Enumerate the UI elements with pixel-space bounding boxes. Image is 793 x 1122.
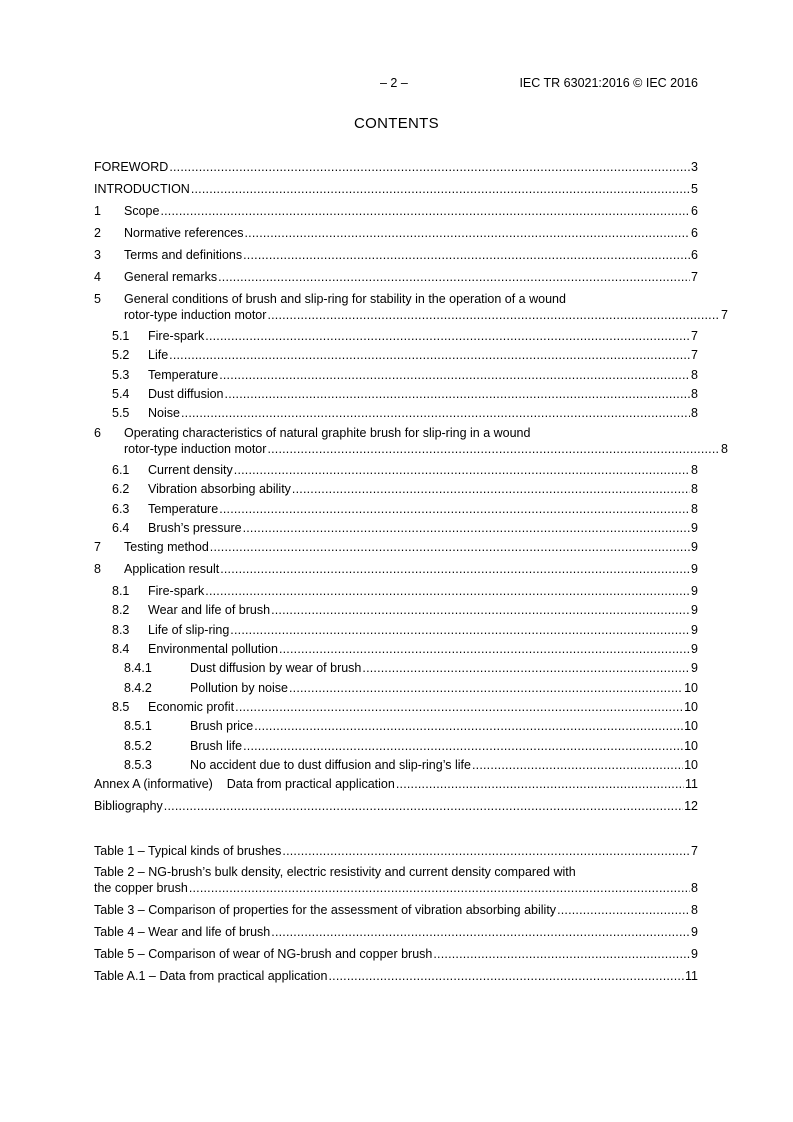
toc-entry-page: 9	[691, 562, 698, 576]
toc-entry-number: 8	[94, 562, 101, 576]
toc-entry-page: 9	[691, 661, 698, 675]
toc-entry-number: 5	[94, 292, 101, 306]
toc-entry-8-2[interactable]	[94, 602, 698, 618]
toc-entry-page: 6	[691, 204, 698, 218]
toc-entry-4[interactable]	[94, 269, 698, 285]
toc-entry-page: 11	[685, 777, 698, 791]
toc-entry-label: Temperature	[148, 502, 219, 516]
toc-entry-page: 7	[691, 844, 698, 858]
toc-entry-bibliography[interactable]	[94, 798, 698, 814]
toc-entry-label: Application result	[124, 562, 220, 576]
toc-entry-page: 9	[691, 925, 698, 939]
toc-entry-label: FOREWORD	[94, 160, 169, 174]
toc-entry-label-continued: the copper brush	[94, 881, 188, 895]
toc-entry-number: 5.1	[112, 329, 130, 343]
toc-entry-table-5[interactable]	[94, 946, 698, 962]
toc-entry-page: 9	[691, 584, 698, 598]
toc-entry-label-continued: rotor-type induction motor	[124, 308, 267, 322]
toc-entry-page: 11	[685, 969, 698, 983]
toc-entry-page: 8	[691, 463, 698, 477]
toc-entry-page: 6	[691, 226, 698, 240]
toc-entry-number: 3	[94, 248, 101, 262]
toc-entry-page: 6	[691, 248, 698, 262]
toc-entry-number: 4	[94, 270, 101, 284]
toc-entry-8-5-3[interactable]	[94, 757, 698, 773]
toc-entry-page: 9	[691, 521, 698, 535]
toc-entry-5[interactable]	[94, 291, 728, 323]
toc-entry-label: Table A.1 – Data from practical application	[94, 969, 328, 983]
toc-entry-6-1[interactable]	[94, 462, 698, 478]
toc-entry-page: 8	[691, 368, 698, 382]
toc-entry-page: 9	[691, 947, 698, 961]
toc-entry-page: 7	[691, 270, 698, 284]
toc-entry-5-4[interactable]	[94, 386, 698, 402]
toc-entry-number: 5.4	[112, 387, 130, 401]
page-header	[0, 76, 793, 94]
toc-entry-8-4[interactable]	[94, 641, 698, 657]
toc-entry-label: Bibliography	[94, 799, 163, 813]
toc-entry-8-1[interactable]	[94, 583, 698, 599]
toc-entry-label: Normative references	[124, 226, 244, 240]
toc-entry-label: Table 2 – NG-brush’s bulk density, electric resistivity and current density compared with	[94, 865, 576, 879]
toc-entry-label: Environmental pollution	[148, 642, 278, 656]
toc-entry-number: 8.2	[112, 603, 130, 617]
toc-entry-page: 8	[721, 442, 728, 456]
toc-entry-5-2[interactable]	[94, 347, 698, 363]
toc-entry-label: Brush’s pressure	[148, 521, 242, 535]
toc-entry-introduction[interactable]	[94, 181, 698, 197]
toc-entry-label: Noise	[148, 406, 180, 420]
toc-entry-annex-a[interactable]	[94, 776, 698, 792]
toc-entry-page: 8	[691, 406, 698, 420]
toc-entry-label: Scope	[124, 204, 160, 218]
toc-entry-label: Dust diffusion	[148, 387, 224, 401]
toc-entry-label: Brush price	[190, 719, 254, 733]
page-title: CONTENTS	[354, 115, 439, 132]
toc-entry-5-5[interactable]	[94, 405, 698, 421]
toc-entry-label: Table 3 – Comparison of properties for the assessment of vibration absorbing ability	[94, 903, 557, 917]
toc-entry-8-4-2[interactable]	[94, 680, 698, 696]
toc-entry-number: 8.4.1	[124, 661, 152, 675]
toc-entry-number: 8.5.1	[124, 719, 152, 733]
toc-entry-8-5-2[interactable]	[94, 738, 698, 754]
toc-entry-label-continued: rotor-type induction motor	[124, 442, 267, 456]
toc-entry-page: 3	[691, 160, 698, 174]
toc-entry-page: 8	[691, 881, 698, 895]
toc-entry-number: 8.1	[112, 584, 130, 598]
toc-entry-6[interactable]	[94, 425, 728, 457]
toc-entry-page: 7	[721, 308, 728, 322]
toc-entry-page: 9	[691, 540, 698, 554]
toc-entry-7[interactable]	[94, 539, 698, 555]
toc-entry-page: 9	[691, 603, 698, 617]
toc-entry-1[interactable]	[94, 203, 698, 219]
toc-entry-label: General remarks	[124, 270, 218, 284]
toc-entry-page: 9	[691, 623, 698, 637]
toc-entry-label: Vibration absorbing ability	[148, 482, 291, 496]
toc-entry-table-a1[interactable]	[94, 968, 698, 984]
page-number: – 2 –	[380, 76, 408, 90]
toc-entry-label: No accident due to dust diffusion and slip-ring’s life	[190, 758, 471, 772]
toc-entry-number: 8.5.3	[124, 758, 152, 772]
toc-entry-8[interactable]	[94, 561, 698, 577]
toc-entry-label: General conditions of brush and slip-ring for stability in the operation of a wound	[124, 292, 566, 306]
toc-entry-number: 8.5	[112, 700, 130, 714]
toc-entry-number: 6.3	[112, 502, 130, 516]
toc-entry-table-1[interactable]	[94, 843, 698, 859]
toc-entry-page: 8	[691, 387, 698, 401]
toc-entry-label: Operating characteristics of natural graphite brush for slip-ring in a wound	[124, 426, 531, 440]
toc-entry-page: 5	[691, 182, 698, 196]
toc-entry-number: 2	[94, 226, 101, 240]
toc-entry-number: 5.2	[112, 348, 130, 362]
toc-entry-8-5[interactable]	[94, 699, 698, 715]
toc-entry-8-5-1[interactable]	[94, 718, 698, 734]
toc-entry-page: 10	[684, 719, 698, 733]
toc-entry-5-1[interactable]	[94, 328, 698, 344]
toc-entry-number: 6	[94, 426, 101, 440]
toc-entry-label: Table 5 – Comparison of wear of NG-brush and copper brush	[94, 947, 433, 961]
toc-entry-page: 10	[684, 758, 698, 772]
toc-entry-page: 10	[684, 700, 698, 714]
toc-entry-label: Table 4 – Wear and life of brush	[94, 925, 271, 939]
toc-entry-number: 1	[94, 204, 101, 218]
toc-entry-page: 7	[691, 348, 698, 362]
toc-entry-page: 8	[691, 502, 698, 516]
document-id: IEC TR 63021:2016 © IEC 2016	[519, 76, 698, 90]
toc-entry-number: 6.1	[112, 463, 130, 477]
toc-entry-label: Testing method	[124, 540, 209, 554]
toc-entry-label: Fire-spark	[148, 329, 205, 343]
toc-entry-number: 8.3	[112, 623, 130, 637]
toc-entry-page: 7	[691, 329, 698, 343]
toc-entry-6-4[interactable]	[94, 520, 698, 536]
toc-entry-table-3[interactable]	[94, 902, 698, 918]
toc-entry-label: Terms and definitions	[124, 248, 243, 262]
toc-entry-2[interactable]	[94, 225, 698, 241]
toc-entry-page: 9	[691, 642, 698, 656]
toc-entry-label: Life	[148, 348, 169, 362]
toc-entry-label: Fire-spark	[148, 584, 205, 598]
toc-entry-label: Temperature	[148, 368, 219, 382]
toc-entry-3[interactable]	[94, 247, 698, 263]
toc-entry-label: INTRODUCTION	[94, 182, 190, 196]
toc-entry-label: Dust diffusion by wear of brush	[190, 661, 362, 675]
toc-entry-6-3[interactable]	[94, 501, 698, 517]
toc-entry-table-2[interactable]	[94, 864, 698, 896]
toc-entry-6-2[interactable]	[94, 481, 698, 497]
toc-entry-number: 6.2	[112, 482, 130, 496]
toc-entry-label: Wear and life of brush	[148, 603, 271, 617]
toc-entry-page: 12	[684, 799, 698, 813]
toc-entry-page: 8	[691, 903, 698, 917]
toc-entry-label: Annex A (informative) Data from practical application	[94, 777, 395, 791]
toc-entry-number: 8.5.2	[124, 739, 152, 753]
toc-entry-8-4-1[interactable]	[94, 660, 698, 676]
toc-entry-page: 8	[691, 482, 698, 496]
toc-entry-page: 10	[684, 681, 698, 695]
toc-entry-label: Economic profit	[148, 700, 235, 714]
toc-entry-number: 8.4	[112, 642, 130, 656]
toc-entry-foreword[interactable]	[94, 159, 698, 175]
toc-entry-number: 7	[94, 540, 101, 554]
toc-entry-number: 5.5	[112, 406, 130, 420]
toc-entry-number: 8.4.2	[124, 681, 152, 695]
toc-entry-label: Pollution by noise	[190, 681, 288, 695]
toc-entry-label: Table 1 – Typical kinds of brushes	[94, 844, 282, 858]
toc-entry-8-3[interactable]	[94, 622, 698, 638]
toc-entry-number: 6.4	[112, 521, 130, 535]
toc-entry-number: 5.3	[112, 368, 130, 382]
toc-entry-page: 10	[684, 739, 698, 753]
toc-entry-label: Current density	[148, 463, 233, 477]
toc-entry-label: Life of slip-ring	[148, 623, 230, 637]
toc-entry-5-3[interactable]	[94, 367, 698, 383]
toc-entry-label: Brush life	[190, 739, 243, 753]
toc-entry-table-4[interactable]	[94, 924, 698, 940]
